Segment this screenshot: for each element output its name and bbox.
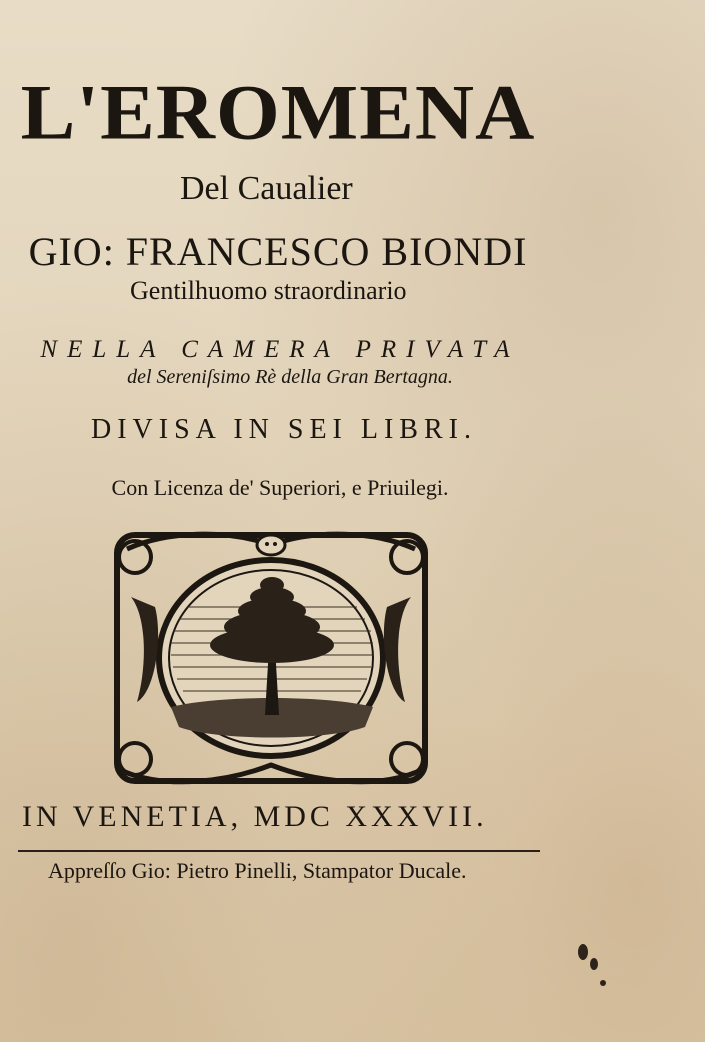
place-and-date: IN VENETIA, MDC XXXVII.: [22, 800, 488, 833]
ink-stain: [578, 944, 588, 960]
author-name: GIO: FRANCESCO BIONDI: [28, 229, 528, 274]
camera-line-1: NELLA CAMERA PRIVATA: [40, 336, 520, 363]
camera-line-2: del Sereniſsimo Rè della Gran Bertagna.: [127, 366, 453, 388]
printer-line: Appreſſo Gio: Pietro Pinelli, Stampator Ducale.: [48, 858, 467, 883]
title-subtitle: Del Caualier: [180, 170, 353, 207]
license-line: Con Licenza de' Superiori, e Priuilegi.: [111, 475, 449, 500]
horizontal-rule: [18, 850, 540, 852]
ink-stain: [590, 958, 598, 970]
printer-device-tree-emblem: [107, 527, 435, 789]
ink-stain: [600, 980, 606, 986]
division-line: DIVISA IN SEI LIBRI.: [91, 414, 477, 445]
book-title: L'EROMENA: [20, 69, 536, 156]
author-role: Gentilhuomo straordinario: [130, 276, 407, 305]
